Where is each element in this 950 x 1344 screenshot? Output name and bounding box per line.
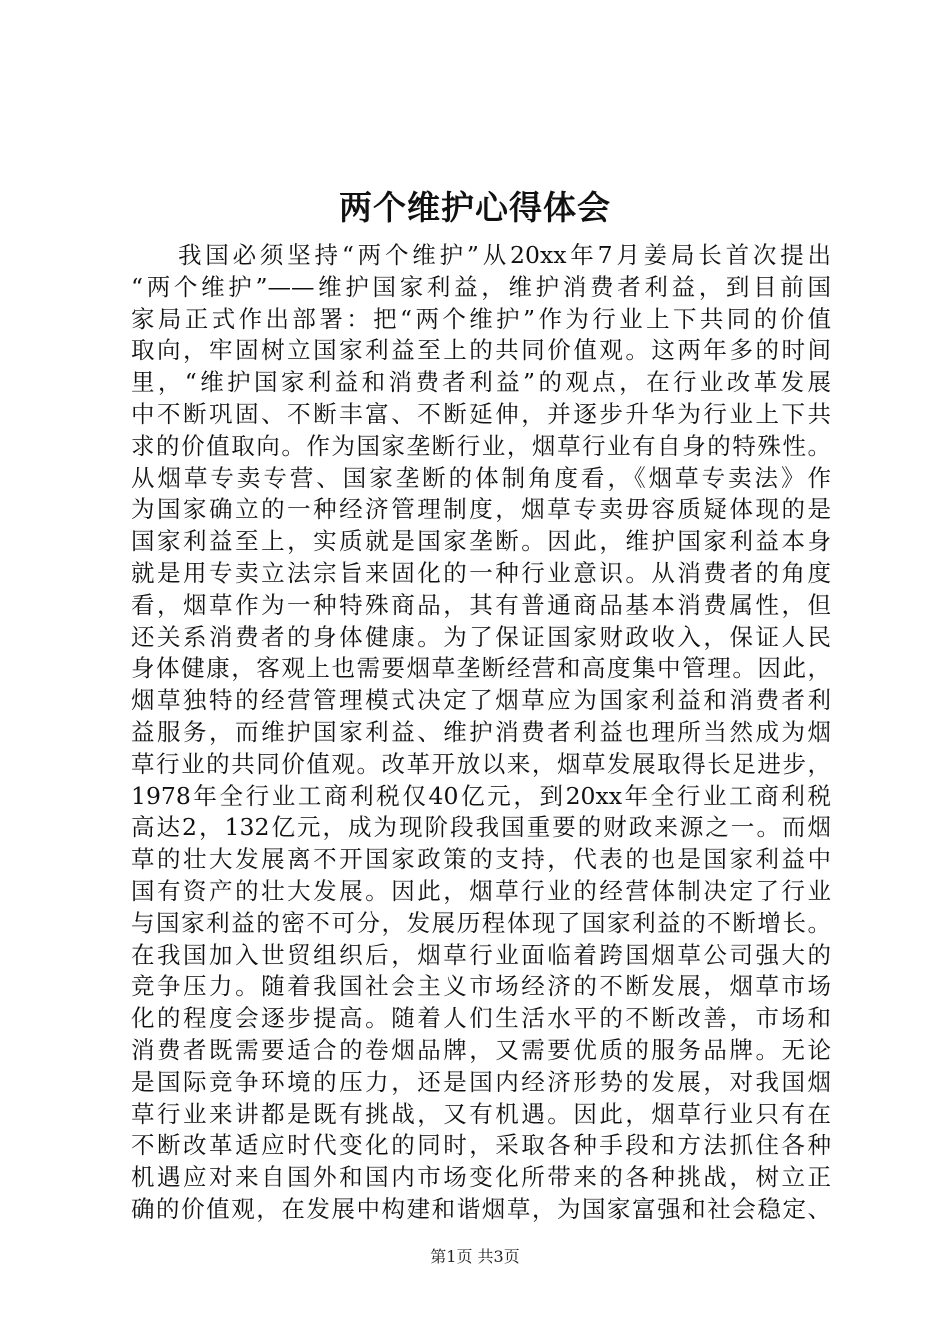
body-line: 国家利益至上，实质就是国家垄断。因此，维护国家利益本身 [131,527,831,556]
body-line: 还关系消费者的身体健康。为了保证国家财政收入，保证人民 [131,622,831,651]
body-line: 草行业来讲都是既有挑战，又有机遇。因此，烟草行业只有在 [131,1099,831,1128]
body-line: 里，“维护国家利益和消费者利益”的观点，在行业改革发展 [131,368,831,397]
body-line: 看，烟草作为一种特殊商品，其有普通商品基本消费属性，但 [131,590,831,619]
body-line: 从烟草专卖专营、国家垄断的体制角度看，《烟草专卖法》作 [131,463,831,492]
document-body [131,240,831,1226]
body-line: 益服务，而维护国家利益、维护消费者利益也理所当然成为烟 [131,717,831,746]
body-line: “两个维护”——维护国家利益，维护消费者利益，到目前国 [131,272,831,301]
body-line: 1978年全行业工商利税仅40亿元，到20xx年全行业工商利税 [131,781,831,810]
body-line: 草的壮大发展离不开国家政策的支持，代表的也是国家利益中 [131,845,831,874]
body-line: 消费者既需要适合的卷烟品牌，又需要优质的服务品牌。无论 [131,1035,831,1064]
body-line: 竞争压力。随着我国社会主义市场经济的不断发展，烟草市场 [131,972,831,1001]
body-line: 国有资产的壮大发展。因此，烟草行业的经营体制决定了行业 [131,876,831,905]
body-line: 就是用专卖立法宗旨来固化的一种行业意识。从消费者的角度 [131,558,831,587]
body-line: 高达2，132亿元，成为现阶段我国重要的财政来源之一。而烟 [131,813,831,842]
body-line: 我国必须坚持“两个维护”从20xx年7月姜局长首次提出 [178,241,831,269]
page-number-footer: 第1页 共3页 [430,1247,520,1266]
body-line: 烟草独特的经营管理模式决定了烟草应为国家利益和消费者利 [131,686,831,715]
body-line: 是国际竞争环境的压力，还是国内经济形势的发展，对我国烟 [131,1067,831,1096]
body-line: 草行业的共同价值观。改革开放以来，烟草发展取得长足进步， [131,749,831,778]
document-title: 两个维护心得体会 [339,188,611,227]
body-line: 在我国加入世贸组织后，烟草行业面临着跨国烟草公司强大的 [131,940,831,969]
body-line: 与国家利益的密不可分，发展历程体现了国家利益的不断增长。 [131,908,831,937]
body-line: 不断改革适应时代变化的同时，采取各种手段和方法抓住各种 [131,1131,831,1160]
body-line: 为国家确立的一种经济管理制度，烟草专卖毋容质疑体现的是 [131,495,831,524]
body-line: 家局正式作出部署：把“两个维护”作为行业上下共同的价值 [131,304,831,333]
body-line: 求的价值取向。作为国家垄断行业，烟草行业有自身的特殊性。 [131,431,831,460]
body-line: 取向，牢固树立国家利益至上的共同价值观。这两年多的时间 [131,336,831,365]
body-line: 身体健康，客观上也需要烟草垄断经营和高度集中管理。因此， [131,654,831,683]
body-line: 确的价值观，在发展中构建和谐烟草，为国家富强和社会稳定、 [131,1194,831,1223]
body-line: 化的程度会逐步提高。随着人们生活水平的不断改善，市场和 [131,1004,831,1033]
body-line: 机遇应对来自国外和国内市场变化所带来的各种挑战，树立正 [131,1163,831,1192]
body-line: 中不断巩固、不断丰富、不断延伸，并逐步升华为行业上下共 [131,399,831,428]
